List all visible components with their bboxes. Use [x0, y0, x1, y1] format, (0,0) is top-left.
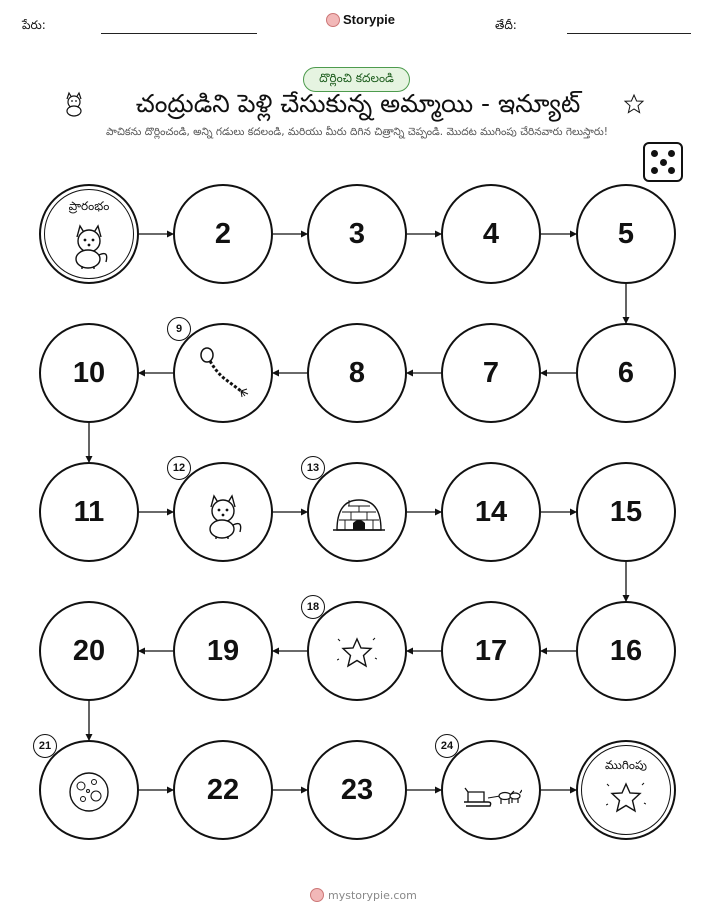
space-number: 15 — [609, 495, 643, 528]
space-number: 5 — [617, 217, 635, 250]
board-space-11[interactable] — [39, 462, 139, 562]
board-space-2[interactable] — [173, 184, 273, 284]
space-number-tag: 21 — [33, 734, 57, 758]
space-number: 8 — [348, 356, 366, 389]
board-space-4[interactable] — [441, 184, 541, 284]
space-number: 2 — [214, 217, 232, 250]
space-number: 7 — [482, 356, 500, 389]
board-space-7[interactable] — [441, 323, 541, 423]
board-space-19[interactable] — [173, 601, 273, 701]
space-number: 4 — [482, 217, 500, 250]
roll-and-move-badge: దొర్లించి కదలండి — [303, 67, 410, 92]
page-title: చంద్రుడిని పెళ్లి చేసుకున్న అమ్మాయి - ఇన్యూట్ — [135, 89, 581, 118]
pig-logo-icon — [310, 888, 324, 902]
board-space-17[interactable] — [441, 601, 541, 701]
space-number-tag: 24 — [435, 734, 459, 758]
space-number: 16 — [609, 634, 643, 667]
board-space-18[interactable] — [307, 601, 407, 701]
space-number: 23 — [340, 773, 374, 806]
board-space-23[interactable] — [307, 740, 407, 840]
board-space-21[interactable] — [39, 740, 139, 840]
start-label: ప్రారంభం — [68, 199, 110, 213]
board-space-15[interactable] — [576, 462, 676, 562]
footer-url[interactable]: mystorypie.com — [328, 888, 417, 902]
board-space-9[interactable] — [173, 323, 273, 423]
board-space-24[interactable] — [441, 740, 541, 840]
space-number-tag: 9 — [167, 317, 191, 341]
board-space-8[interactable] — [307, 323, 407, 423]
board-space-16[interactable] — [576, 601, 676, 701]
footer — [310, 888, 417, 902]
board-space-6[interactable] — [576, 323, 676, 423]
date-label: తేదీ: — [495, 18, 517, 32]
brand-name: Storypie — [343, 12, 396, 27]
board-space-20[interactable] — [39, 601, 139, 701]
space-number: 19 — [206, 634, 240, 667]
space-number-tag: 18 — [301, 595, 325, 619]
name-label: పేరు: — [22, 18, 46, 32]
board-space-12[interactable] — [173, 462, 273, 562]
board-space-13[interactable] — [307, 462, 407, 562]
board-space-14[interactable] — [441, 462, 541, 562]
finish-label: ముగింపు — [605, 758, 647, 772]
start-space[interactable] — [39, 184, 139, 284]
board-space-5[interactable] — [576, 184, 676, 284]
space-number: 14 — [474, 495, 508, 528]
board-space-10[interactable] — [39, 323, 139, 423]
space-number: 11 — [73, 495, 105, 528]
finish-space[interactable] — [576, 740, 676, 840]
space-number: 20 — [72, 634, 106, 667]
board-space-3[interactable] — [307, 184, 407, 284]
space-number-tag: 12 — [167, 456, 191, 480]
space-number: 3 — [348, 217, 366, 250]
space-number: 17 — [474, 634, 508, 667]
space-number: 10 — [72, 356, 106, 389]
board-space-22[interactable] — [173, 740, 273, 840]
space-number: 22 — [206, 773, 240, 806]
instructions-text: పాచికను దొర్లించండి, అన్ని గడులు కదలండి, మరియు మీరు దిగిన చిత్రాన్ని చెప్పండి. మొదట ముగింపు చేరినవారు గెలుస్తారు! — [106, 126, 608, 138]
space-number: 6 — [617, 356, 635, 389]
space-number-tag: 13 — [301, 456, 325, 480]
